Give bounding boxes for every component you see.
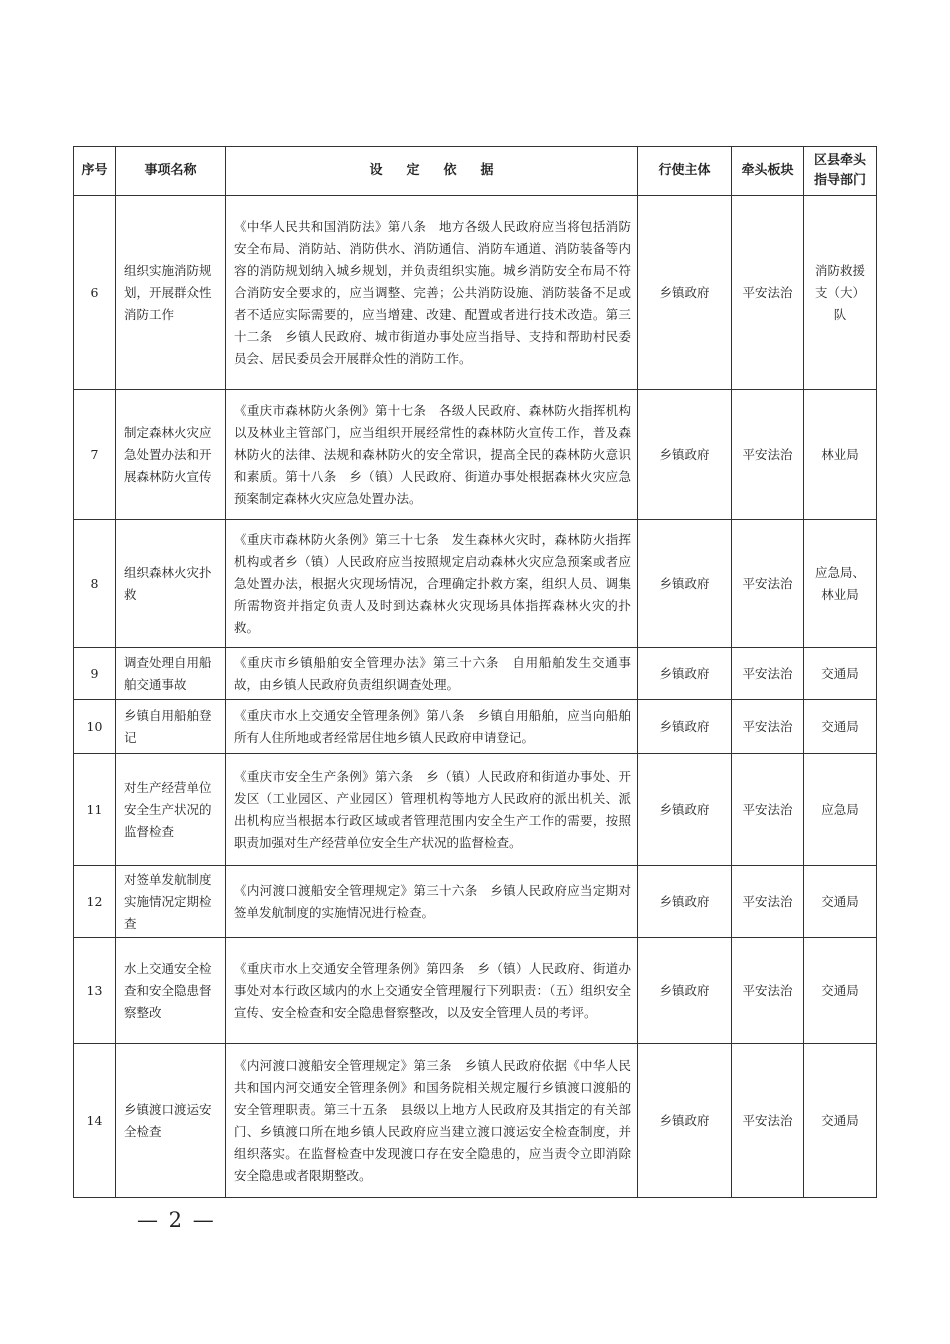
row-subject: 乡镇政府 <box>638 938 732 1044</box>
row-item-name: 组织实施消防规划，开展群众性消防工作 <box>116 196 226 390</box>
header-basis-label: 设定依据 <box>369 163 518 178</box>
row-lead: 平安法治 <box>732 390 804 520</box>
row-basis: 《内河渡口渡船安全管理规定》第三条 乡镇人民政府依据《中华人民共和国内河交通安全管理条例》和国务院相关规定履行乡镇渡口渡船的安全管理职责。第三十五条 县级以上地方人民政府及其指定的有关部门、乡镇渡口所在地乡镇人民政府应当建立渡口渡运安全检查制度，并组织落实。在监督检查中发现渡口存在安全隐患的，应当责令立即消除安全隐患或者限期整改。 <box>226 1044 638 1198</box>
row-subject: 乡镇政府 <box>638 700 732 754</box>
responsibility-table <box>73 146 877 1198</box>
table-row <box>74 938 877 1044</box>
row-item-name: 水上交通安全检查和安全隐患督察整改 <box>116 938 226 1044</box>
row-subject: 乡镇政府 <box>638 648 732 700</box>
row-seq: 11 <box>74 754 116 866</box>
row-lead: 平安法治 <box>732 196 804 390</box>
row-basis: 《内河渡口渡船安全管理规定》第三十六条 乡镇人民政府应当定期对签单发航制度的实施情况进行检查。 <box>226 866 638 938</box>
row-lead: 平安法治 <box>732 866 804 938</box>
header-dept-line2: 指导部门 <box>813 173 866 188</box>
table-row <box>74 390 877 520</box>
table-row <box>74 648 877 700</box>
row-dept: 交通局 <box>804 1044 877 1198</box>
row-seq: 14 <box>74 1044 116 1198</box>
row-lead: 平安法治 <box>732 520 804 648</box>
table-row <box>74 520 877 648</box>
row-dept: 交通局 <box>804 938 877 1044</box>
row-lead: 平安法治 <box>732 1044 804 1198</box>
page-number: — 2 — <box>137 1208 216 1232</box>
row-seq: 10 <box>74 700 116 754</box>
row-dept: 林业局 <box>804 390 877 520</box>
row-basis: 《重庆市水上交通安全管理条例》第四条 乡（镇）人民政府、街道办事处对本行政区域内的水上交通安全管理履行下列职责：（五）组织安全宣传、安全检查和安全隐患督察整改，以及安全管理人员的考评。 <box>226 938 638 1044</box>
row-item-name: 制定森林火灾应急处置办法和开展森林防火宣传 <box>116 390 226 520</box>
header-basis <box>226 147 638 196</box>
row-basis: 《重庆市水上交通安全管理条例》第八条 乡镇自用船舶，应当向船舶所有人住所地或者经常居住地乡镇人民政府申请登记。 <box>226 700 638 754</box>
row-dept: 交通局 <box>804 648 877 700</box>
table-row <box>74 1044 877 1198</box>
header-lead: 牵头板块 <box>732 147 804 196</box>
row-subject: 乡镇政府 <box>638 520 732 648</box>
row-basis: 《重庆市安全生产条例》第六条 乡（镇）人民政府和街道办事处、开发区（工业园区、产业园区）管理机构等地方人民政府的派出机关、派出机构应当根据本行政区域或者管理范围内安全生产工作的需要，按照职责加强对生产经营单位安全生产状况的监督检查。 <box>226 754 638 866</box>
row-dept: 消防救援支（大）队 <box>804 196 877 390</box>
row-subject: 乡镇政府 <box>638 866 732 938</box>
row-dept: 交通局 <box>804 866 877 938</box>
table-row <box>74 866 877 938</box>
row-item-name: 组织森林火灾扑救 <box>116 520 226 648</box>
row-lead: 平安法治 <box>732 938 804 1044</box>
row-basis: 《重庆市乡镇船舶安全管理办法》第三十六条 自用船舶发生交通事故，由乡镇人民政府负责组织调查处理。 <box>226 648 638 700</box>
row-seq: 12 <box>74 866 116 938</box>
row-item-name: 乡镇自用船舶登记 <box>116 700 226 754</box>
table-row <box>74 700 877 754</box>
header-name: 事项名称 <box>116 147 226 196</box>
table-row <box>74 196 877 390</box>
row-basis: 《重庆市森林防火条例》第十七条 各级人民政府、森林防火指挥机构以及林业主管部门，应当组织开展经常性的森林防火宣传工作，普及森林防火的法律、法规和森林防火的安全常识，提高全民的森林防火意识和素质。第十八条 乡（镇）人民政府、街道办事处根据森林火灾应急预案制定森林火灾应急处置办法。 <box>226 390 638 520</box>
row-dept: 应急局 <box>804 754 877 866</box>
header-dept-line1: 区县牵头 <box>813 153 866 168</box>
row-seq: 6 <box>74 196 116 390</box>
row-lead: 平安法治 <box>732 754 804 866</box>
header-seq: 序号 <box>74 147 116 196</box>
row-subject: 乡镇政府 <box>638 1044 732 1198</box>
row-item-name: 乡镇渡口渡运安全检查 <box>116 1044 226 1198</box>
row-seq: 13 <box>74 938 116 1044</box>
row-seq: 8 <box>74 520 116 648</box>
row-item-name: 调查处理自用船舶交通事故 <box>116 648 226 700</box>
row-subject: 乡镇政府 <box>638 390 732 520</box>
table-header-row <box>74 147 877 196</box>
row-basis: 《重庆市森林防火条例》第三十七条 发生森林火灾时，森林防火指挥机构或者乡（镇）人民政府应当按照规定启动森林火灾应急预案或者应急处置办法，根据火灾现场情况，合理确定扑救方案，组织人员、调集所需物资并指定负责人及时到达森林火灾现场具体指挥森林火灾的扑救。 <box>226 520 638 648</box>
row-lead: 平安法治 <box>732 648 804 700</box>
row-item-name: 对签单发航制度实施情况定期检查 <box>116 866 226 938</box>
row-lead: 平安法治 <box>732 700 804 754</box>
row-dept: 交通局 <box>804 700 877 754</box>
row-seq: 9 <box>74 648 116 700</box>
row-basis: 《中华人民共和国消防法》第八条 地方各级人民政府应当将包括消防安全布局、消防站、消防供水、消防通信、消防车通道、消防装备等内容的消防规划纳入城乡规划，并负责组织实施。城乡消防安全布局不符合消防安全要求的，应当调整、完善；公共消防设施、消防装备不足或者不适应实际需要的，应当增建、改建、配置或者进行技术改造。第三十二条 乡镇人民政府、城市街道办事处应当指导、支持和帮助村民委员会、居民委员会开展群众性的消防工作。 <box>226 196 638 390</box>
table-row <box>74 754 877 866</box>
row-item-name: 对生产经营单位安全生产状况的监督检查 <box>116 754 226 866</box>
header-subject: 行使主体 <box>638 147 732 196</box>
header-dept <box>804 147 877 196</box>
row-subject: 乡镇政府 <box>638 196 732 390</box>
row-dept: 应急局、林业局 <box>804 520 877 648</box>
row-subject: 乡镇政府 <box>638 754 732 866</box>
row-seq: 7 <box>74 390 116 520</box>
